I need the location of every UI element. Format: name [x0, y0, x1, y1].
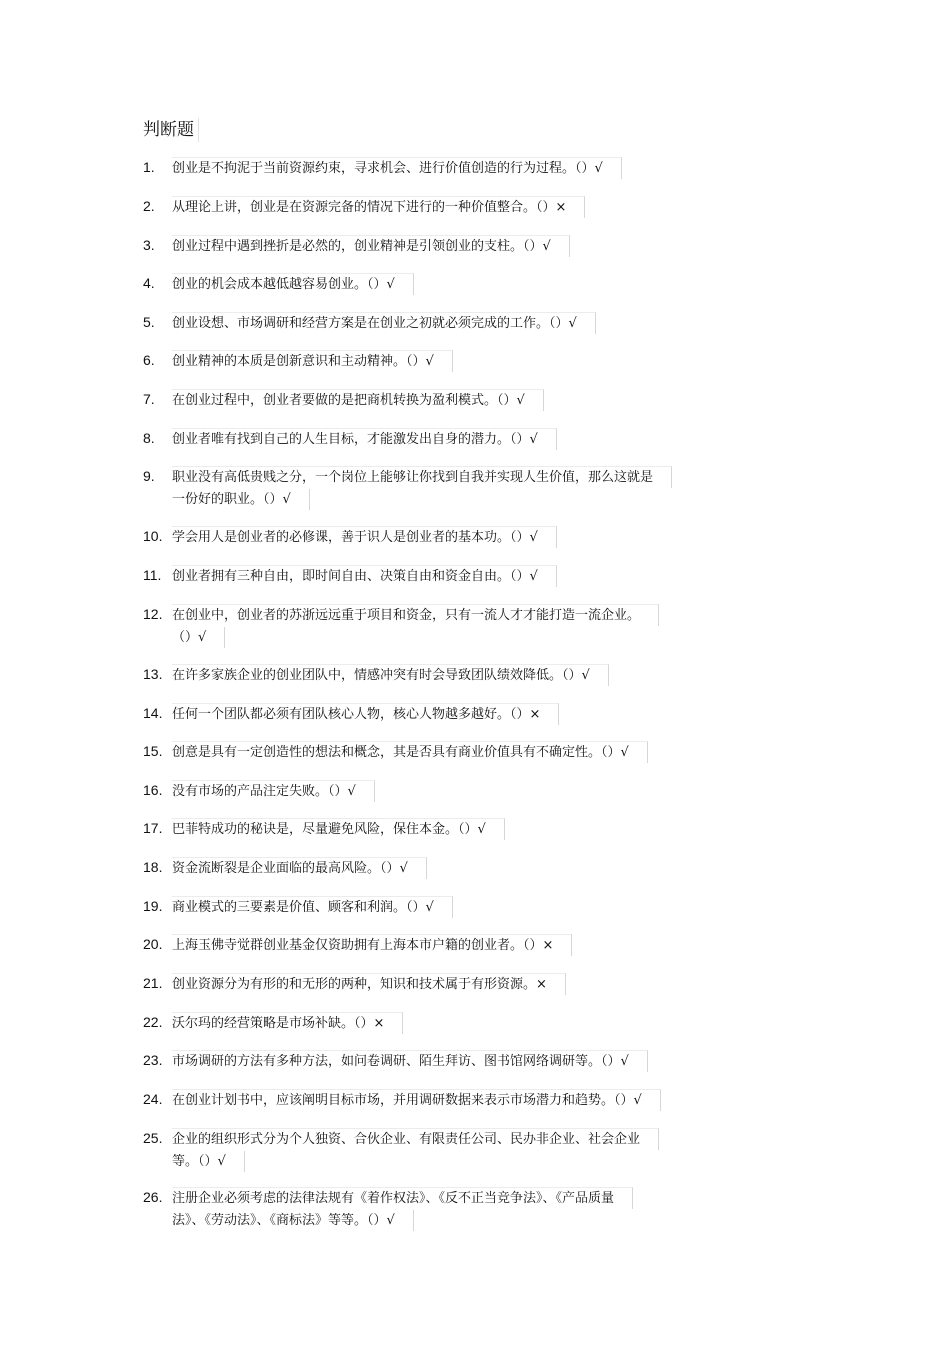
question-number: 23.: [143, 1052, 163, 1068]
question-text: 在创业中，创业者的苏浙远远重于项目和资金，只有一流人才才能打造一流企业。: [172, 604, 659, 626]
question-text: 巴菲特成功的秘诀是，尽量避免风险，保住本金。（）√: [172, 818, 505, 840]
question-number: 21.: [143, 975, 163, 991]
question-item: [143, 389, 803, 411]
question-item: [143, 780, 803, 802]
question-text: 在许多家族企业的创业团队中，情感冲突有时会导致团队绩效降低。（）√: [172, 664, 609, 686]
question-item: [143, 196, 803, 218]
question-item: [143, 896, 803, 918]
question-item: [143, 565, 803, 587]
question-text: 没有市场的产品注定失败。（）√: [172, 780, 375, 802]
question-number: 10.: [143, 528, 163, 544]
question-number: 18.: [143, 859, 163, 875]
question-item: [143, 273, 803, 295]
question-text: 上海玉佛寺觉群创业基金仅资助拥有上海本市户籍的创业者。（）×: [172, 934, 572, 956]
question-text: 市场调研的方法有多种方法，如问卷调研、陌生拜访、图书馆网络调研等。（）√: [172, 1050, 648, 1072]
question-item: [143, 1050, 803, 1072]
question-number: 19.: [143, 898, 163, 914]
question-text: 创业过程中遇到挫折是必然的，创业精神是引领创业的支柱。（）√: [172, 235, 570, 257]
section-title: 判断题: [143, 118, 199, 142]
question-number: 12.: [143, 606, 163, 622]
question-number: 13.: [143, 666, 163, 682]
question-item: [143, 157, 803, 179]
question-number: 14.: [143, 705, 163, 721]
question-number: 17.: [143, 820, 163, 836]
question-text: 创业者拥有三种自由，即时间自由、决策自由和资金自由。（）√: [172, 565, 557, 587]
question-number: 7.: [143, 391, 155, 407]
question-item: [143, 857, 803, 879]
question-text-continued: （）√: [172, 627, 225, 648]
question-text: 沃尔玛的经营策略是市场补缺。（）×: [172, 1012, 403, 1034]
question-item: [143, 664, 803, 686]
question-text: 学会用人是创业者的必修课，善于识人是创业者的基本功。（）√: [172, 526, 557, 548]
question-number: 25.: [143, 1130, 163, 1146]
question-text-continued: 法》、《劳动法》、《商标法》等等。（）√: [172, 1210, 414, 1231]
question-item: [143, 428, 803, 450]
question-text: 在创业过程中，创业者要做的是把商机转换为盈利模式。（）√: [172, 389, 544, 411]
question-text: 创业的机会成本越低越容易创业。（）√: [172, 273, 414, 295]
question-item: [143, 604, 803, 648]
question-item: [143, 973, 803, 995]
question-item: [143, 235, 803, 257]
question-number: 26.: [143, 1189, 163, 1205]
question-item: [143, 703, 803, 725]
question-text: 创意是具有一定创造性的想法和概念，其是否具有商业价值具有不确定性。（）√: [172, 741, 648, 763]
question-number: 16.: [143, 782, 163, 798]
question-text: 企业的组织形式分为个人独资、合伙企业、有限责任公司、民办非企业、社会企业: [172, 1128, 659, 1150]
question-number: 5.: [143, 314, 155, 330]
question-text-continued: 等。（）√: [172, 1151, 245, 1172]
question-item: [143, 1012, 803, 1034]
question-item: [143, 350, 803, 372]
question-number: 4.: [143, 275, 155, 291]
question-item: [143, 818, 803, 840]
question-number: 24.: [143, 1091, 163, 1107]
question-item: [143, 1089, 803, 1111]
question-text-continued: 一份好的职业。（）√: [172, 489, 310, 510]
question-text: 商业模式的三要素是价值、顾客和利润。（）√: [172, 896, 453, 918]
question-item: [143, 1128, 803, 1172]
question-item: [143, 1187, 803, 1231]
question-number: 6.: [143, 352, 155, 368]
question-text: 任何一个团队都必须有团队核心人物，核心人物越多越好。（）×: [172, 703, 559, 725]
question-item: [143, 741, 803, 763]
question-text: 创业资源分为有形的和无形的两种，知识和技术属于有形资源。×: [172, 973, 566, 995]
question-number: 1.: [143, 159, 155, 175]
question-text: 资金流断裂是企业面临的最高风险。（）√: [172, 857, 427, 879]
question-number: 11.: [143, 567, 162, 583]
question-item: [143, 466, 803, 510]
question-number: 20.: [143, 936, 163, 952]
question-text: 创业是不拘泥于当前资源约束，寻求机会、进行价值创造的行为过程。（）√: [172, 157, 622, 179]
question-number: 3.: [143, 237, 155, 253]
question-number: 2.: [143, 198, 155, 214]
question-number: 9.: [143, 468, 155, 484]
question-number: 22.: [143, 1014, 163, 1030]
question-text: 创业精神的本质是创新意识和主动精神。（）√: [172, 350, 453, 372]
question-number: 8.: [143, 430, 155, 446]
question-number: 15.: [143, 743, 163, 759]
question-item: [143, 526, 803, 548]
question-text: 注册企业必须考虑的法律法规有《着作权法》、《反不正当竞争法》、《产品质量: [172, 1187, 633, 1209]
question-text: 创业者唯有找到自己的人生目标，才能激发出自身的潜力。（）√: [172, 428, 557, 450]
question-item: [143, 312, 803, 334]
question-text: 从理论上讲，创业是在资源完备的情况下进行的一种价值整合。（）×: [172, 196, 585, 218]
question-item: [143, 934, 803, 956]
question-text: 职业没有高低贵贱之分，一个岗位上能够让你找到自我并实现人生价值，那么这就是: [172, 466, 672, 488]
question-text: 创业设想、市场调研和经营方案是在创业之初就必须完成的工作。（）√: [172, 312, 596, 334]
question-text: 在创业计划书中，应该阐明目标市场，并用调研数据来表示市场潜力和趋势。（）√: [172, 1089, 661, 1111]
